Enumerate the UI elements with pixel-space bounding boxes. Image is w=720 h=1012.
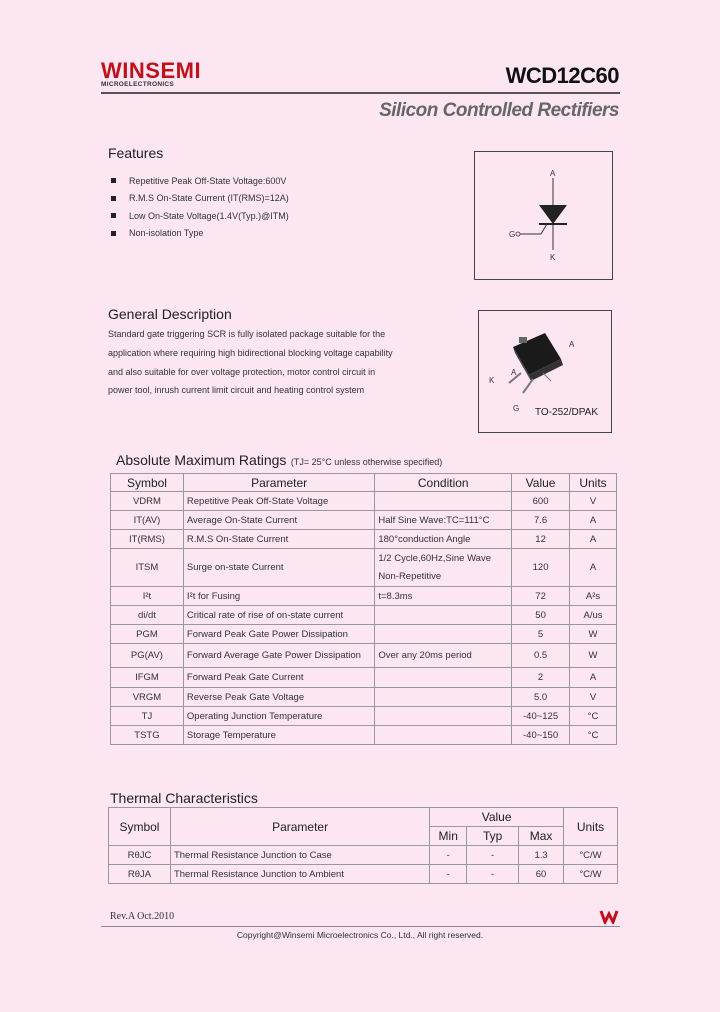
brand-logo: [101, 58, 201, 88]
table-row: RθJC Thermal Resistance Junction to Case - - 1.3 °C/W: [109, 846, 618, 865]
revision-text: Rev.A Oct.2010: [110, 911, 175, 922]
table-row: TSTG Storage Temperature -40~150 °C: [111, 726, 617, 745]
footer-logo-icon: [599, 908, 619, 928]
bullet-icon: [111, 231, 116, 236]
table-row: I²t I²t for Fusing t=8.3ms 72 A²s: [111, 587, 617, 606]
list-item: Low On-State Voltage(1.4V(Typ.)@ITM): [108, 207, 289, 225]
list-item: Non-isolation Type: [108, 225, 289, 243]
pin-k-label: K: [489, 376, 495, 385]
table-header-row: Symbol Parameter Value Units: [109, 808, 618, 827]
list-item: R.M.S On-State Current (IT(RMS)=12A): [108, 190, 289, 208]
table-row: IT(AV) Average On-State Current Half Sine Wave:TC=111°C 7.6 A: [111, 511, 617, 530]
brand-subtitle: MICROELECTRONICS: [101, 81, 175, 88]
table-row: IFGM Forward Peak Gate Current 2 A: [111, 668, 617, 688]
pin-a2-label: A: [511, 368, 517, 377]
thermal-table: [108, 807, 618, 884]
table-row: di/dt Critical rate of rise of on-state current 50 A/us: [111, 606, 617, 625]
thermal-heading: Thermal Characteristics: [110, 790, 258, 806]
description-heading: General Description: [108, 306, 232, 322]
features-heading: Features: [108, 145, 164, 161]
features-list: [108, 172, 289, 242]
table-row: VRGM Reverse Peak Gate Voltage 5.0 V: [111, 688, 617, 707]
table-row: RθJA Thermal Resistance Junction to Ambient - - 60 °C/W: [109, 865, 618, 884]
footer-rule: [101, 926, 620, 927]
pin-g-label: G: [513, 404, 520, 413]
bullet-icon: [111, 178, 116, 183]
table-row: PGM Forward Peak Gate Power Dissipation 5 W: [111, 625, 617, 644]
scr-symbol-icon: [475, 152, 612, 279]
scr-symbol-box: [474, 151, 613, 280]
gate-label: G: [509, 230, 516, 239]
description-text: Standard gate triggering SCR is fully isolated package suitable for the application where requiring high bidirectional blocking voltage capability and also suitable for over voltage protection, motor control circuit in power tool, inrush current limit circuit and heating control system: [108, 329, 393, 396]
header-rule: [101, 92, 620, 94]
cathode-label: K: [550, 253, 556, 262]
table-row: TJ Operating Junction Temperature -40~125 °C: [111, 707, 617, 726]
pin-a-label: A: [569, 340, 575, 349]
part-number: WCD12C60: [505, 63, 619, 88]
table-header-row: Symbol Parameter Condition Value Units: [111, 474, 617, 492]
table-row: PG(AV) Forward Average Gate Power Dissipation Over any 20ms period 0.5 W: [111, 644, 617, 668]
document-subtitle: Silicon Controlled Rectifiers: [379, 100, 619, 121]
package-box: [478, 310, 612, 433]
table-row: VDRM Repetitive Peak Off-State Voltage 600 V: [111, 492, 617, 511]
table-row: ITSM Surge on-state Current 1/2 Cycle,60Hz,Sine Wave Non-Repetitive 120 A: [111, 549, 617, 587]
table-row: IT(RMS) R.M.S On-State Current 180°conduction Angle 12 A: [111, 530, 617, 549]
list-item: Repetitive Peak Off-State Voltage:600V: [108, 172, 289, 190]
package-image: [479, 311, 611, 432]
abs-max-table: [110, 473, 617, 745]
anode-label: A: [550, 169, 556, 178]
abs-max-title: Absolute Maximum Ratings (TJ= 25°C unless otherwise specified): [116, 452, 443, 468]
package-label: TO-252/DPAK: [535, 407, 598, 418]
copyright-text: Copyright@Winsemi Microelectronics Co., Ltd., All right reserved.: [236, 930, 484, 940]
bullet-icon: [111, 213, 116, 218]
bullet-icon: [111, 196, 116, 201]
table-header-row: Min Typ Max: [109, 827, 618, 846]
abs-max-note: (TJ= 25°C unless otherwise specified): [290, 457, 443, 467]
brand-name: WINSEMI: [101, 58, 202, 83]
